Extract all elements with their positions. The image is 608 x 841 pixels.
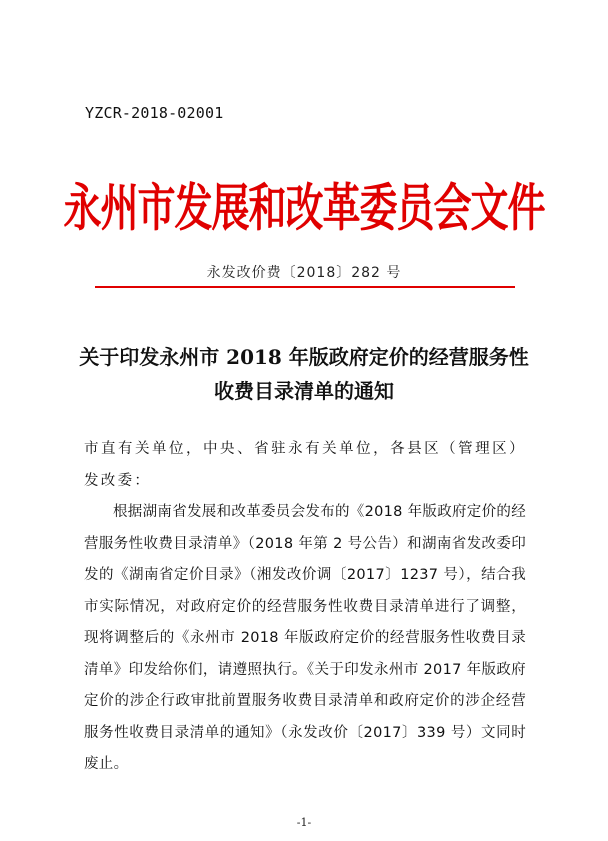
document-code: YZCR-2018-02001 [85, 104, 224, 122]
notice-title [60, 340, 548, 408]
salutation: 市直有关单位，中央、省驻永有关单位，各县区（管理区）发改委： [84, 441, 526, 489]
page-number: -1- [296, 816, 312, 829]
body-paragraph: 根据湖南省发展和改革委员会发布的《2018 年版政府定价的经营服务性收费目录清单》（2018 年第 2 号公告）和湖南省发改委印发的《湖南省定价目录》（湘发改价调〔2017〕1237 号），结合我市实际情况，对政府定价的经营服务性收费目录清单进行了调整，现将调整后的《永州市 2018 年版政府定价的经营服务性收费目录清单》印发给你们，请遵照执行。《关于印发永州市 2017 年版政府定价的涉企行政审批前置服务收费目录清单和政府定价的涉企经营服务性收费目录清单的通知》（永发改价〔2017〕339 号）文同时废止。 [84, 504, 527, 772]
document-number: 永发改价费〔2018〕282 号 [206, 265, 402, 281]
notice-body [84, 434, 526, 781]
red-divider-line [95, 286, 515, 288]
notice-title-line-2: 收费目录清单的通知 [214, 379, 394, 403]
masthead-title: 永州市发展和改革委员会文件 [63, 176, 545, 238]
notice-title-line-1: 关于印发永州市 2018 年版政府定价的经营服务性 [79, 345, 529, 369]
